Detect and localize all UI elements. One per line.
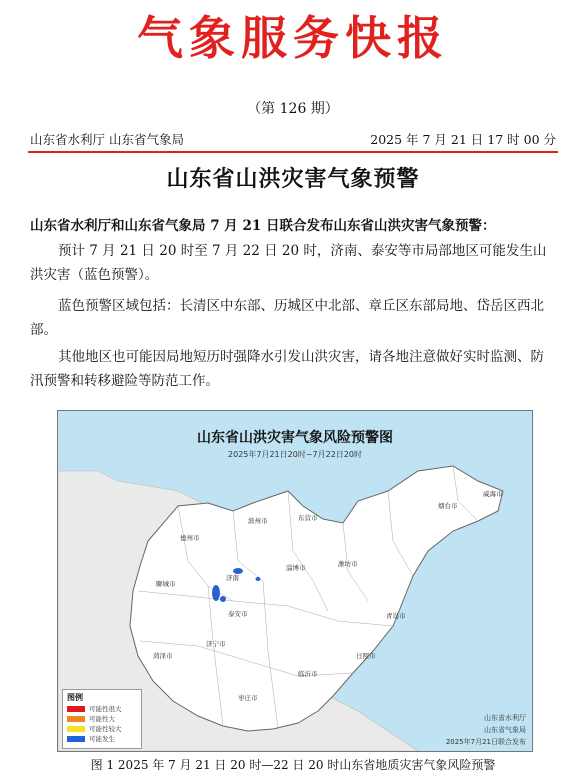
city-label: 济宁市 (206, 640, 226, 648)
city-label: 威海市 (483, 490, 503, 498)
warning-area-changqing (212, 585, 220, 601)
legend-swatch-yellow (67, 726, 85, 732)
warning-area-zhangqiu (256, 577, 261, 581)
legend-label: 可能性大 (89, 715, 115, 723)
city-label: 聊城市 (156, 580, 176, 588)
map-subtitle: 2025年7月21日20时~7月22日20时 (228, 450, 362, 459)
legend-item (63, 724, 141, 734)
legend-item (63, 704, 141, 714)
city-label: 日照市 (356, 652, 376, 660)
legend-swatch-orange (67, 716, 85, 722)
paragraph-forecast: 预计 7 月 21 日 20 时至 7 月 22 日 20 时，济南、泰安等市局部地区可能发生山洪灾害（蓝色预警）。 (30, 243, 547, 283)
city-label: 枣庄市 (238, 694, 258, 702)
city-label: 菏泽市 (153, 652, 173, 660)
legend-label: 可能性较大 (89, 725, 122, 733)
map-issue-date: 2025年7月21日联合发布 (445, 738, 526, 746)
city-label: 济南 (226, 574, 239, 582)
warning-map (57, 410, 533, 752)
masthead-title: 气象服务快报 (137, 11, 449, 65)
figure-caption: 图 1 2025 年 7 月 21 日 20 时—22 日 20 时山东省地质灾害气象风险预警 (90, 758, 496, 772)
city-label: 滨州市 (248, 517, 268, 525)
city-label: 烟台市 (438, 502, 458, 510)
map-issuer: 山东省气象局 (484, 726, 526, 734)
header-divider (28, 151, 558, 153)
legend-swatch-blue (67, 736, 85, 742)
legend-item (63, 714, 141, 724)
warning-area-daiyue (220, 596, 226, 602)
map-legend (62, 689, 142, 749)
legend-item (63, 734, 141, 744)
legend-swatch-red (67, 706, 85, 712)
paragraph-advice: 其他地区也可能因局地短历时强降水引发山洪灾害，请各地注意做好实时监测、防汛预警和转移避险等防范工作。 (30, 349, 544, 389)
city-label: 潍坊市 (338, 560, 358, 568)
map-issuer: 山东省水利厅 (484, 714, 526, 722)
city-label: 淄博市 (286, 564, 306, 572)
headline: 山东省山洪灾害气象预警 (166, 167, 420, 192)
lead-sentence: 山东省水利厅和山东省气象局 7 月 21 日联合发布山东省山洪灾害气象预警： (30, 218, 496, 234)
legend-label: 可能性很大 (89, 705, 122, 713)
city-label: 东营市 (298, 514, 318, 522)
city-label: 德州市 (180, 534, 200, 542)
legend-title: 图例 (67, 693, 83, 702)
issue-datetime: 2025 年 7 月 21 日 17 时 00 分 (370, 132, 556, 147)
legend-label: 可能发生 (89, 735, 115, 743)
paragraph-warning-areas: 蓝色预警区域包括：长清区中东部、历城区中北部、章丘区东部局地、岱岳区西北部。 (30, 298, 544, 338)
map-title: 山东省山洪灾害气象风险预警图 (197, 430, 393, 446)
city-label: 青岛市 (386, 612, 406, 620)
issue-number: （第 126 期） (247, 101, 339, 117)
issuing-agencies: 山东省水利厅 山东省气象局 (30, 132, 184, 147)
city-label: 泰安市 (228, 610, 248, 618)
city-label: 临沂市 (298, 670, 318, 678)
